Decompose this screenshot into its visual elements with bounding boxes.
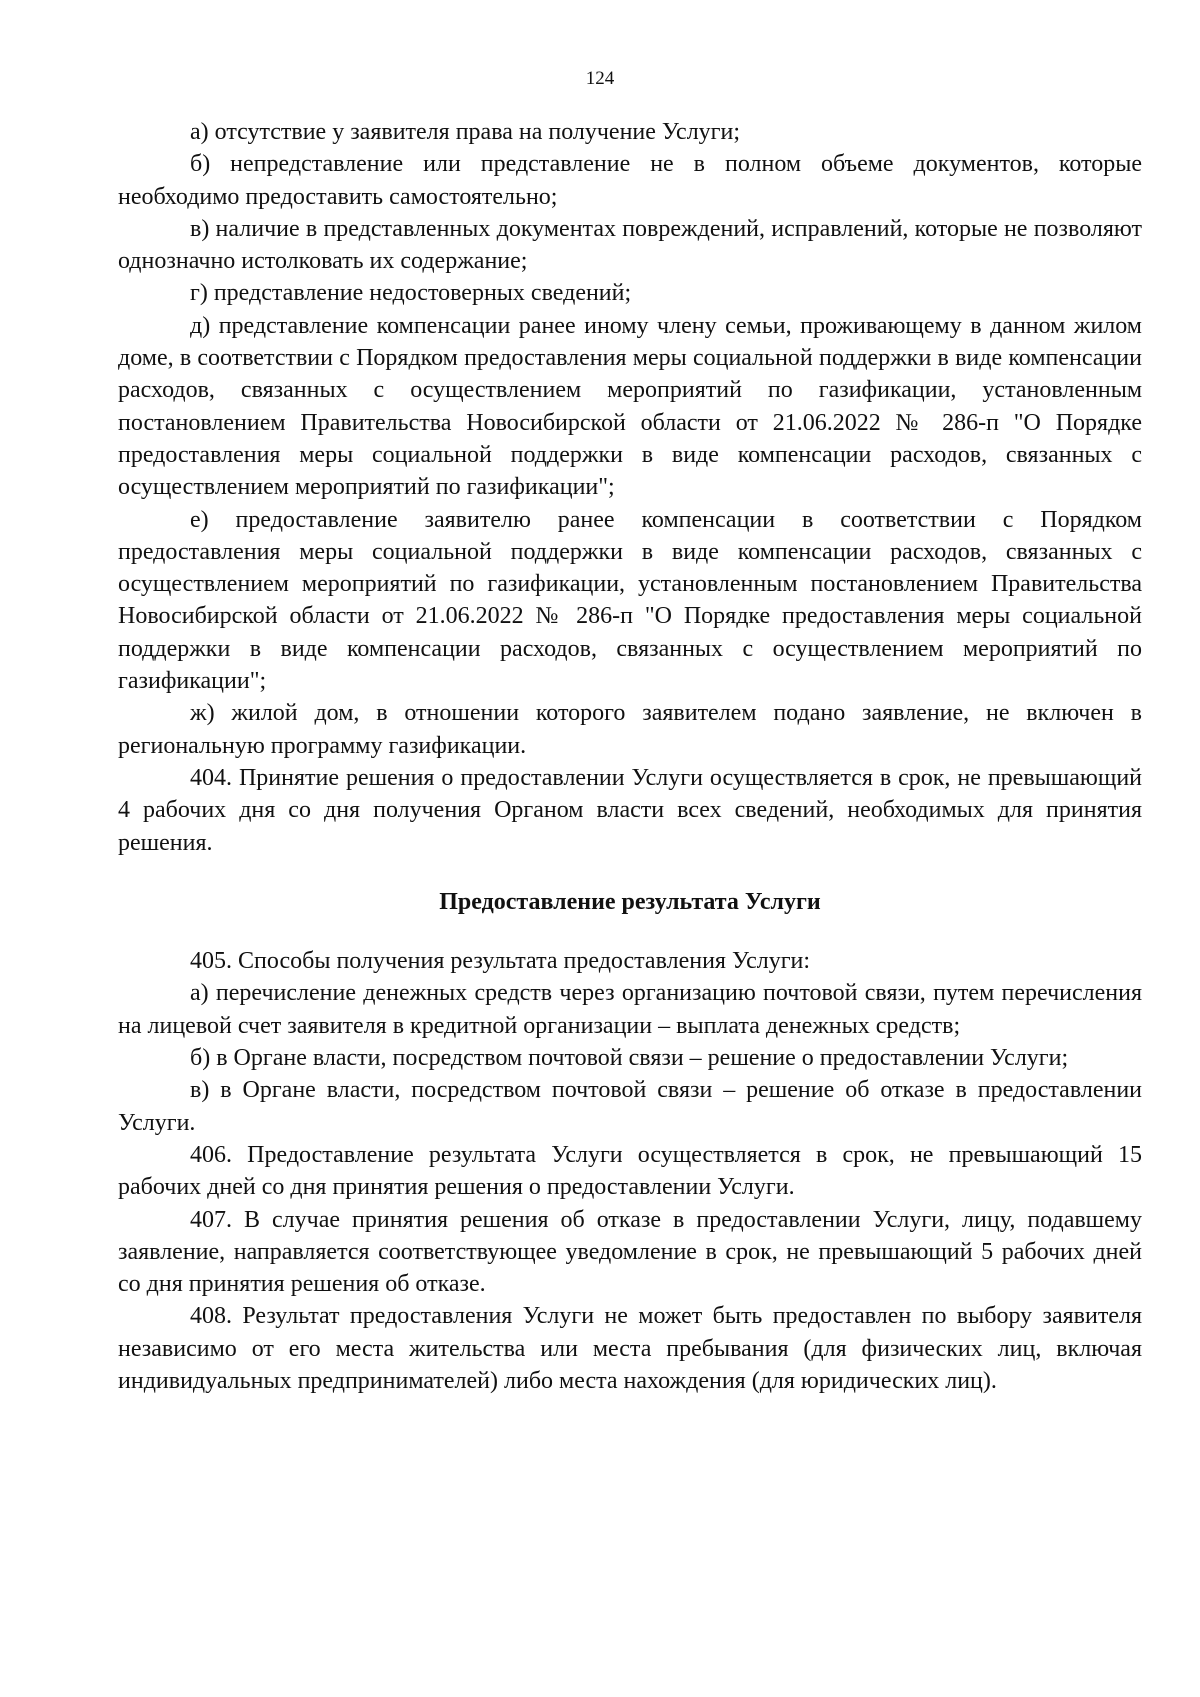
section-heading: Предоставление результата Услуги (439, 888, 821, 915)
list-item-b: б) непредставление или представление не в полном объеме документов, которые необходимо предоставить самостоятельно; (118, 151, 1142, 210)
clause-408: 408. Результат предоставления Услуги не может быть предоставлен по выбору заявителя независимо от его места жительства или места пребывания (для физических лиц, включая индивидуальных предпринимателей) либо места нахождения (для юридических лиц). (118, 1303, 1142, 1394)
clause-405-item-v: в) в Органе власти, посредством почтовой связи – решение об отказе в предоставлении Услуги. (118, 1077, 1142, 1136)
list-item-zh: ж) жилой дом, в отношении которого заявителем подано заявление, не включен в региональную программу газификации. (118, 700, 1142, 759)
clause-405: 405. Способы получения результата предоставления Услуги: (190, 948, 811, 975)
list-item-g: г) представление недостоверных сведений; (190, 280, 632, 307)
page-number: 124 (585, 68, 615, 89)
list-item-a: а) отсутствие у заявителя права на получение Услуги; (190, 119, 741, 145)
clause-407: 407. В случае принятия решения об отказе в предоставлении Услуги, лицу, подавшему заявление, направляется соответствующее уведомление в срок, не превышающий 5 рабочих дней со дня принятия решения об отказе. (118, 1206, 1142, 1298)
document-body (118, 116, 1142, 1397)
list-item-d: д) представление компенсации ранее иному члену семьи, проживающему в данном жилом доме, в соответствии с Порядком предоставления меры социальной поддержки в виде компенсации расходов, связанных с осуществлением мероприятий по газификации, установленным постановлением Правительства Новосибирской области от 21.06.2022 № 286-п "О Порядке предоставления меры социальной поддержки в виде компенсации расходов, связанных с осуществлением мероприятий по газификации"; (118, 312, 1142, 501)
list-item-v: в) наличие в представленных документах повреждений, исправлений, которые не позволяют однозначно истолковать их содержание; (118, 215, 1142, 275)
clause-406: 406. Предоставление результата Услуги осуществляется в срок, не превышающий 15 рабочих дней со дня принятия решения о предоставлении Услуги. (118, 1141, 1142, 1201)
clause-404: 404. Принятие решения о предоставлении Услуги осуществляется в срок, не превышающий 4 рабочих дня со дня получения Органом власти всех сведений, необходимых для принятия решения. (118, 764, 1142, 856)
list-item-e: е) предоставление заявителю ранее компенсации в соответствии с Порядком предоставления меры социальной поддержки в виде компенсации расходов, связанных с осуществлением мероприятий по газификации, установленным постановлением Правительства Новосибирской области от 21.06.2022 № 286-п "О Порядке предоставления меры социальной поддержки в виде компенсации расходов, связанных с осуществлением мероприятий по газификации"; (118, 506, 1142, 695)
clause-405-item-b: б) в Органе власти, посредством почтовой связи – решение о предоставлении Услуги; (190, 1045, 1069, 1072)
clause-405-item-a: а) перечисление денежных средств через организацию почтовой связи, путем перечисления на лицевой счет заявителя в кредитной организации – выплата денежных средств; (118, 980, 1142, 1039)
